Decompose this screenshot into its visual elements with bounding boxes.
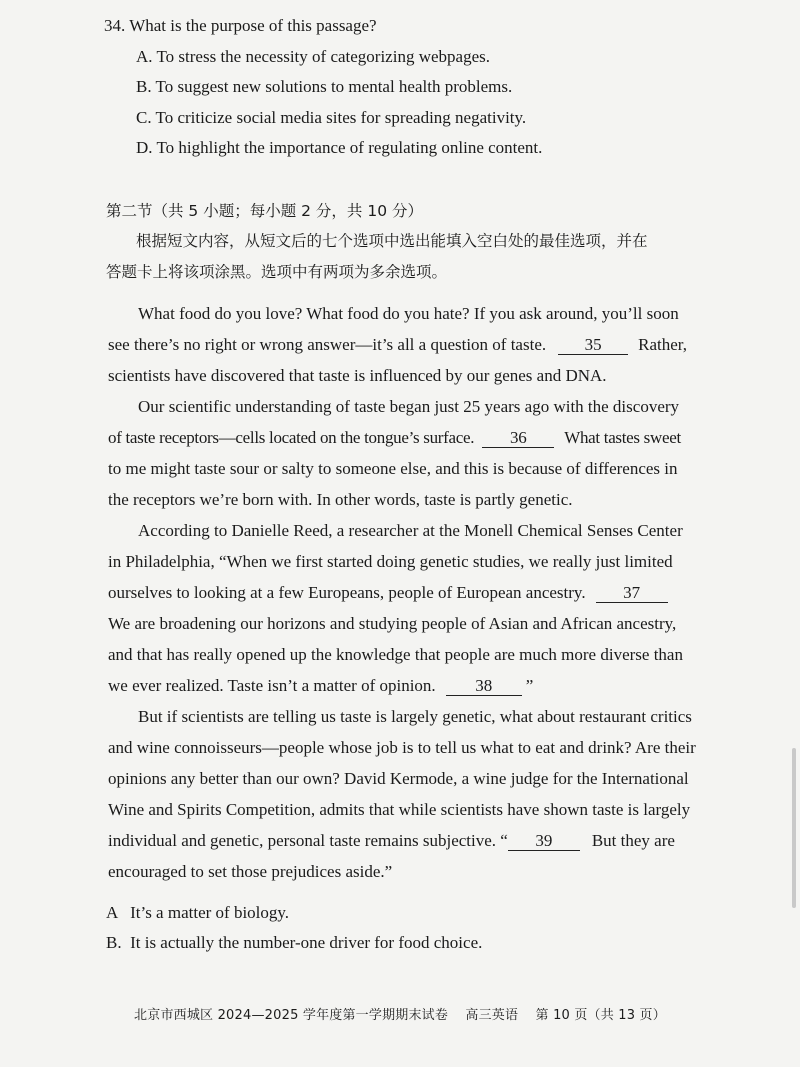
section-heading: 第二节（共 5 小题；每小题 2 分，共 10 分） (106, 202, 424, 220)
blank-39: 39 (508, 832, 580, 851)
scrollbar[interactable] (792, 748, 796, 908)
passage-text: Rather, (638, 335, 688, 354)
passage-line: opinions any better than our own? David Kermode, a wine judge for the International (108, 769, 689, 788)
passage-line: But if scientists are telling us taste is largely genetic, what about restaurant critics (138, 707, 692, 726)
passage-line: According to Danielle Reed, a researcher at the Monell Chemical Senses Center (138, 521, 683, 540)
passage-line: and that has really opened up the knowledge that people are much more diverse than (108, 645, 683, 664)
passage-line (108, 825, 738, 856)
blank-38: 38 (446, 677, 522, 696)
passage (108, 298, 738, 887)
passage-line (108, 577, 738, 608)
passage-line: Our scientific understanding of taste began just 25 years ago with the discovery (138, 397, 680, 416)
question-34-stem: 34. What is the purpose of this passage? (104, 16, 377, 35)
passage-text: we ever realized. Taste isn’t a matter of opinion. (108, 676, 436, 695)
passage-line: the receptors we’re born with. In other words, taste is partly genetic. (108, 490, 573, 509)
page-footer: 北京市西城区 2024—2025 学年度第一学期期末试卷 高三英语 第 10 页（共 13 页） (134, 1008, 666, 1023)
passage-line (108, 329, 738, 360)
passage-line: and wine connoisseurs—people whose job is to tell us what to eat and drink? Are their (108, 738, 696, 757)
passage-line: encouraged to set those prejudices aside.” (108, 862, 393, 881)
option-c: C. To criticize social media sites for spreading negativity. (136, 108, 527, 127)
blank-36: 36 (482, 429, 554, 448)
passage-line: Wine and Spirits Competition, admits that while scientists have shown taste is largely (108, 800, 691, 819)
answer-option-a: A It’s a matter of biology. (106, 903, 290, 922)
passage-line (108, 670, 738, 701)
option-d: D. To highlight the importance of regulating online content. (136, 138, 543, 157)
passage-line: scientists have discovered that taste is influenced by our genes and DNA. (108, 366, 607, 385)
section-instruction-1: 根据短文内容，从短文后的七个选项中选出能填入空白处的最佳选项，并在 (136, 232, 648, 250)
passage-text: of taste receptors—cells located on the tongue’s surface. (108, 428, 475, 447)
passage-text: ” (525, 676, 534, 695)
option-a: A. To stress the necessity of categorizing webpages. (136, 47, 490, 66)
section-instruction-2: 答题卡上将该项涂黑。选项中有两项为多余选项。 (106, 263, 448, 281)
blank-37: 37 (596, 584, 668, 603)
passage-text: What tastes sweet (564, 428, 681, 447)
passage-text: ourselves to looking at a few Europeans, people of European ancestry. (108, 583, 586, 602)
passage-text: individual and genetic, personal taste remains subjective. “ (108, 831, 508, 850)
passage-text: But they are (591, 831, 675, 850)
option-b: B. To suggest new solutions to mental health problems. (136, 77, 513, 96)
passage-line: to me might taste sour or salty to someone else, and this is because of differences in (108, 459, 678, 478)
passage-line: What food do you love? What food do you hate? If you ask around, you’ll soon (138, 304, 679, 323)
passage-line: in Philadelphia, “When we first started doing genetic studies, we really just limited (108, 552, 673, 571)
passage-text: see there’s no right or wrong answer—it’s all a question of taste. (108, 335, 547, 354)
blank-35: 35 (558, 336, 628, 355)
answer-option-b: B. It is actually the number-one driver for food choice. (106, 933, 483, 952)
passage-line (108, 422, 738, 453)
passage-line: We are broadening our horizons and studying people of Asian and African ancestry, (108, 614, 677, 633)
